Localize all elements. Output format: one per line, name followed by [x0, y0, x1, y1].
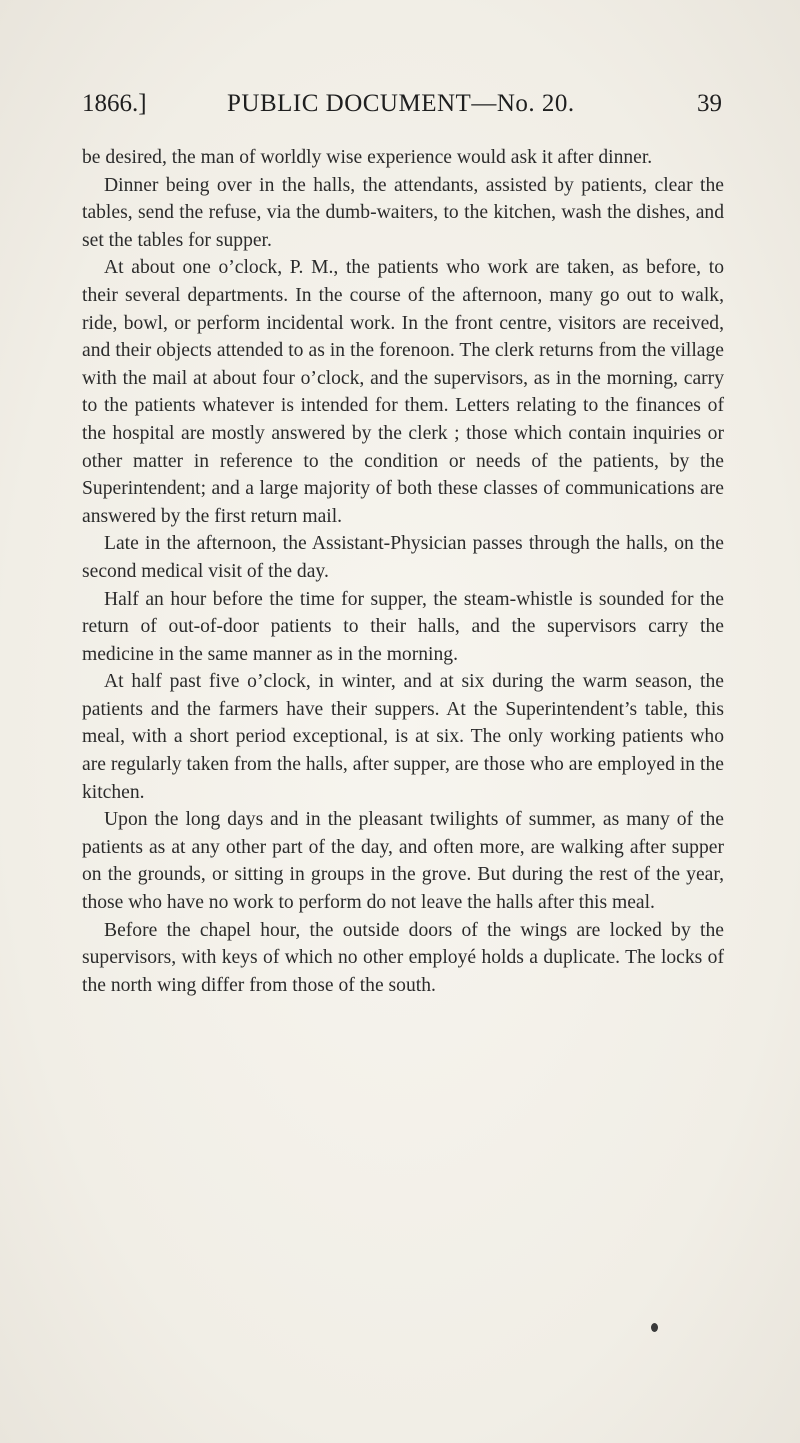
- body-text: [82, 144, 724, 999]
- paragraph: Dinner being over in the halls, the attendants, assisted by patients, clear the tables, send the refuse, via the dumb-waiters, to the kitchen, wash the dishes, and set the tables for supper.: [82, 174, 724, 251]
- ink-speck: [651, 1323, 658, 1332]
- paragraph: At about one o’clock, P. M., the patients who work are taken, as before, to their several departments. In the course of the afternoon, many go out to walk, ride, bowl, or perform incidental work. In the front centre, visitors are received, and their objects attended to as in the forenoon. The clerk returns from the village with the mail at about four o’clock, and the supervisors, as in the morning, carry to the patients whatever is intended for them. Letters relating to the finances of the hospital are mostly answered by the clerk ; those which contain inquiries or other matter in reference to the condition or needs of the patients, by the Superintendent; and a large majority of both these classes of communications are answered by the first return mail.: [82, 257, 724, 527]
- paragraph: Upon the long days and in the pleasant twilights of summer, as many of the patients as at any other part of the day, and often more, are walking after supper on the grounds, or sitting in groups in the grove. But during the rest of the year, those who have no work to perform do not leave the halls after this meal.: [82, 809, 724, 914]
- header-title: PUBLIC DOCUMENT—No. 20.: [227, 90, 575, 117]
- header-year: 1866.]: [82, 90, 147, 117]
- page-number: 39: [697, 90, 722, 117]
- running-header: [82, 90, 722, 126]
- paragraph: Late in the afternoon, the Assistant-Physician passes through the halls, on the second medical visit of the day.: [82, 533, 724, 582]
- paragraph: At half past five o’clock, in winter, and at six during the warm season, the patients and the farmers have their suppers. At the Superintendent’s table, this meal, with a short period exceptional, is at six. The only working patients who are regularly taken from the halls, after supper, are those who are employed in the kitchen.: [82, 671, 724, 803]
- paragraph: be desired, the man of worldly wise experience would ask it after dinner.: [82, 147, 653, 168]
- paragraph: Half an hour before the time for supper, the steam-whistle is sounded for the return of out-of-door patients to their halls, and the supervisors carry the medicine in the same manner as in the morning.: [82, 588, 724, 665]
- paragraph: Before the chapel hour, the outside doors of the wings are locked by the supervisors, with keys of which no other employé holds a duplicate. The locks of the north wing differ from those of the south.: [82, 919, 724, 996]
